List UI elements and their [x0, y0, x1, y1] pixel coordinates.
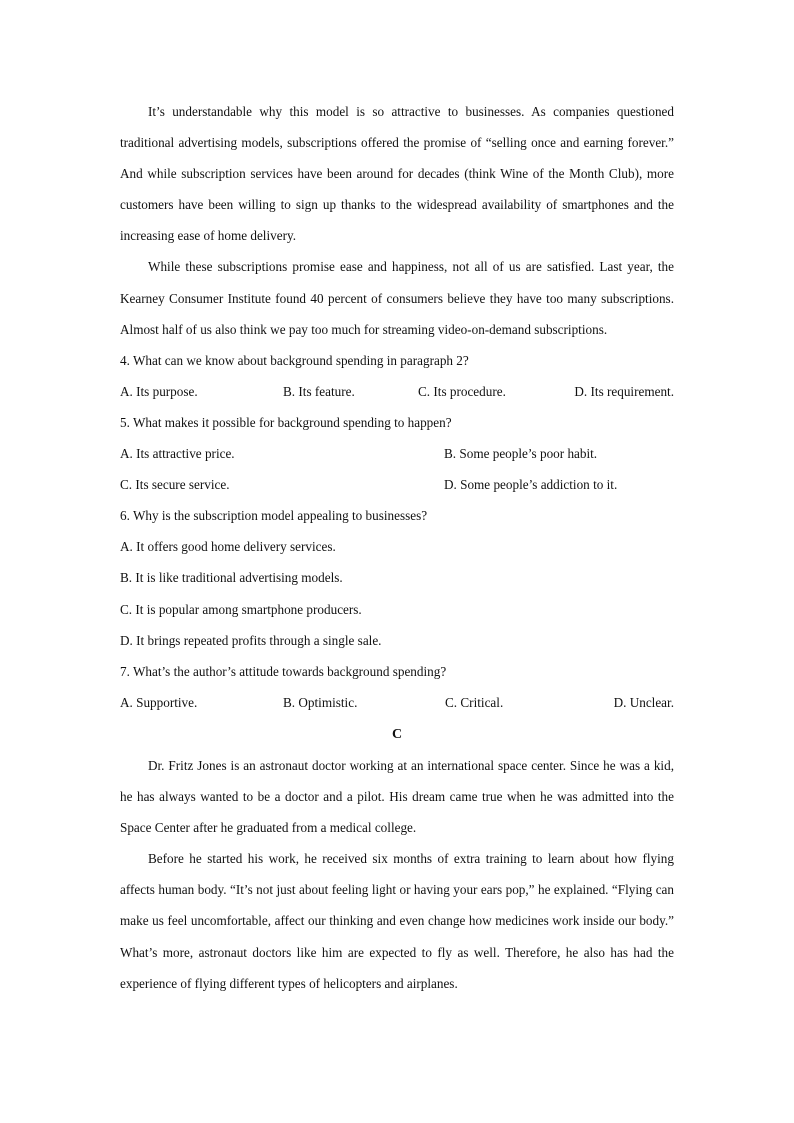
- option-c: C. Critical.: [445, 694, 504, 710]
- option-a: A. Supportive.: [120, 694, 198, 710]
- option-b: B. Its feature.: [283, 383, 355, 399]
- paragraph: While these subscriptions promise ease and happiness, not all of us are satisfied. Last year, the Kearney Consumer Institute found 40 percent of consumers believe they have too many subscriptions. Almost half of us also think we pay too much for streaming video-on-demand subscriptions.: [120, 259, 674, 337]
- question-5-stem: 5. What makes it possible for background spending to happen?: [120, 414, 452, 430]
- question-4-options: [120, 376, 674, 407]
- option-d: D. Its requirement.: [574, 383, 674, 399]
- paragraph: Before he started his work, he received six months of extra training to learn about how flying affects human body. “It’s not just about feeling light or having your ears pop,” he explained. “Flying can make us feel uncomfortable, affect our thinking and even change how medicines work inside our body.” What’s more, astronaut doctors like him are expected to fly as well. Therefore, he also has had the experience of flying different types of helicopters and airplanes.: [120, 851, 674, 991]
- paragraph: Dr. Fritz Jones is an astronaut doctor working at an international space center. Since he was a kid, he has always wanted to be a doctor and a pilot. His dream came true when he was admitted into the Space Center after he graduated from a medical college.: [120, 757, 674, 836]
- question-4-stem: 4. What can we know about background spending in paragraph 2?: [120, 352, 469, 368]
- question-6-stem: 6. Why is the subscription model appealing to businesses?: [120, 508, 428, 524]
- option-d: D. Some people’s addiction to it.: [444, 477, 618, 493]
- question-7-stem: 7. What’s the author’s attitude towards background spending?: [120, 663, 447, 679]
- option-a: A. It offers good home delivery services.: [120, 539, 336, 555]
- option-d: D. It brings repeated profits through a single sale.: [120, 632, 382, 648]
- option-c: C. It is popular among smartphone producers.: [120, 601, 362, 617]
- option-d: D. Unclear.: [613, 694, 674, 710]
- option-b: B. Some people’s poor habit.: [444, 446, 598, 462]
- option-c: C. Its secure service.: [120, 477, 230, 493]
- question-7-options: [120, 687, 674, 718]
- option-a: A. Its attractive price.: [120, 446, 235, 462]
- paragraph: It’s understandable why this model is so attractive to businesses. As companies questioned traditional advertising models, subscriptions offered the promise of “selling once and earning forever.” And while subscription services have been around for decades (think Wine of the Month Club), more customers have been willing to sign up thanks to the widespread availability of smartphones and the increasing ease of home delivery.: [120, 104, 674, 244]
- option-b: B. Optimistic.: [283, 694, 358, 710]
- section-heading: C: [391, 726, 403, 742]
- question-5-options: [120, 438, 674, 500]
- option-a: A. Its purpose.: [120, 383, 198, 399]
- document-page: [120, 96, 674, 999]
- option-c: C. Its procedure.: [418, 383, 506, 399]
- option-b: B. It is like traditional advertising models.: [120, 570, 343, 586]
